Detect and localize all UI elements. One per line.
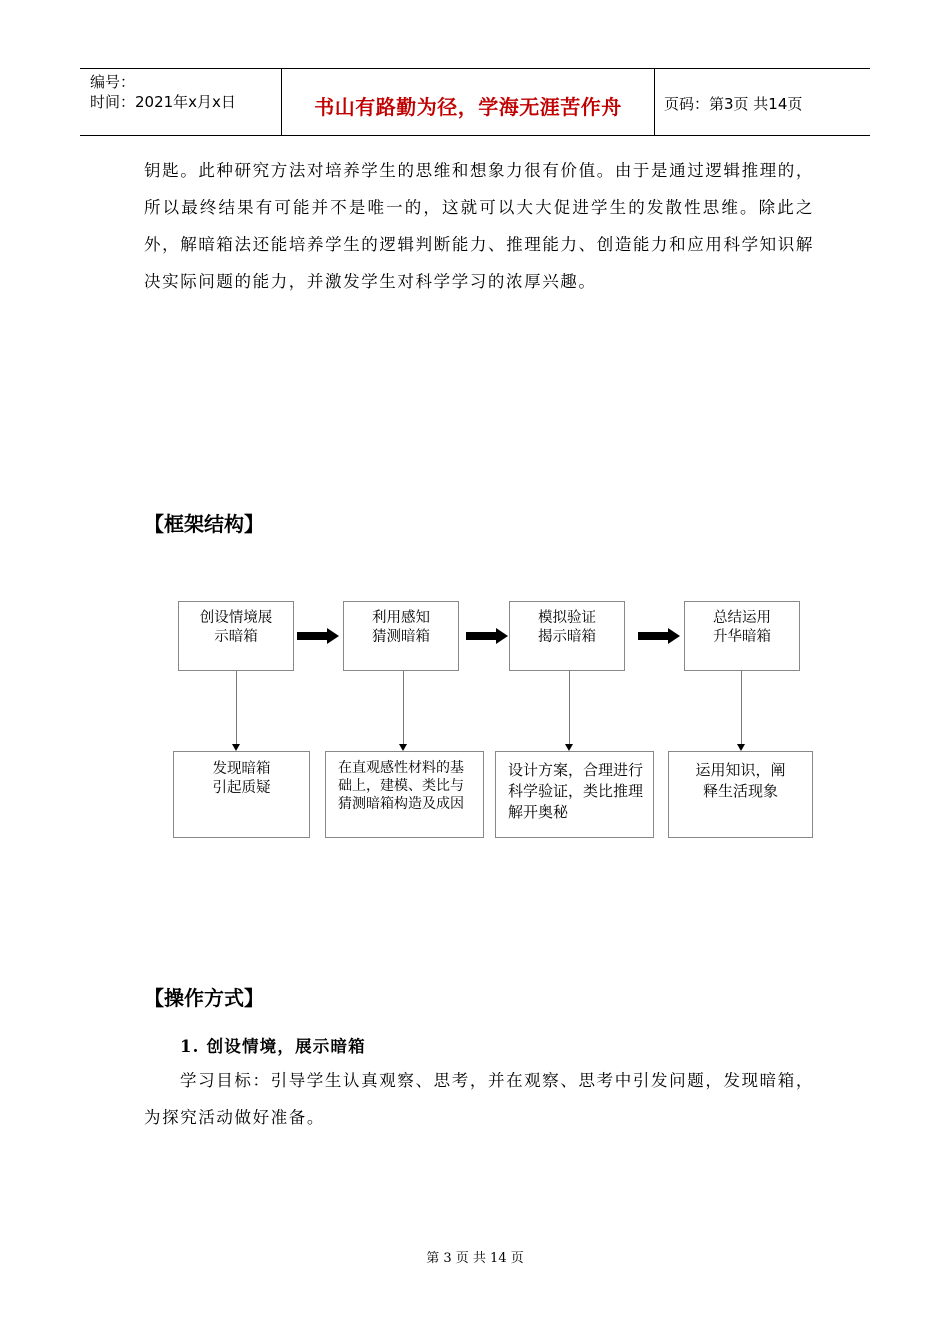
arrow-down-icon xyxy=(232,744,240,751)
detail-box-3 xyxy=(495,751,654,838)
connector-line-4 xyxy=(741,671,742,745)
intro-paragraph: 钥匙。此种研究方法对培养学生的思维和想象力很有价值。由于是通过逻辑推理的，所以最终结果有可能并不是唯一的，这就可以大大促进学生的发散性思维。除此之外，解暗箱法还能培养学生的逻辑判断能力、推理能力、创造能力和应用科学知识解决实际问题的能力，并激发学生对科学学习的浓厚兴趣。 xyxy=(144,161,814,291)
page-footer: 第 3 页 共 14 页 xyxy=(426,1251,524,1266)
step-box-4 xyxy=(684,601,800,671)
detail-text-3: 设计方案，合理进行科学验证，类比推理解开奥秘 xyxy=(508,761,644,821)
arrow-down-icon xyxy=(565,744,573,751)
detail-box-1 xyxy=(173,751,310,838)
header-top-rule xyxy=(80,68,870,69)
framework-heading: 【框架结构】 xyxy=(144,512,264,536)
header-bottom-rule xyxy=(80,135,870,136)
header-meta xyxy=(90,72,236,112)
detail-text-2: 在直观感性材料的基础上，建模、类比与猜测暗箱构造及成因 xyxy=(338,760,464,812)
operation-step1-text: 学习目标：引导学生认真观察、思考，并在观察、思考中引发问题，发现暗箱，为探究活动做好准备。 xyxy=(144,1071,814,1127)
header-number-label: 编号： xyxy=(90,73,136,91)
step-box-3 xyxy=(509,601,625,671)
step-label-1: 创设情境展示暗箱 xyxy=(199,610,273,645)
step-box-2 xyxy=(343,601,459,671)
detail-box-4 xyxy=(668,751,813,838)
arrow-right-icon xyxy=(638,628,680,644)
arrow-right-icon xyxy=(466,628,508,644)
arrow-down-icon xyxy=(737,744,745,751)
detail-text-1: 发现暗箱引起质疑 xyxy=(212,761,271,796)
step-box-1 xyxy=(178,601,294,671)
header-page-info: 页码：第3页 共14页 xyxy=(664,95,803,113)
connector-line-1 xyxy=(236,671,237,745)
header-motto: 书山有路勤为径，学海无涯苦作舟 xyxy=(314,95,622,119)
header-divider-right xyxy=(654,68,655,136)
operation-heading: 【操作方式】 xyxy=(144,986,264,1010)
step-label-3: 模拟验证揭示暗箱 xyxy=(538,610,596,645)
arrow-down-icon xyxy=(399,744,407,751)
step-label-2: 利用感知猜测暗箱 xyxy=(372,610,430,645)
connector-line-2 xyxy=(403,671,404,745)
step-label-4: 总结运用升华暗箱 xyxy=(713,610,771,645)
header-time-label: 时间：2021年x月x日 xyxy=(90,93,236,111)
detail-text-4: 运用知识，阐释生活现象 xyxy=(695,761,786,800)
connector-line-3 xyxy=(569,671,570,745)
arrow-right-icon xyxy=(297,628,339,644)
detail-box-2 xyxy=(325,751,484,838)
operation-step1-title: 1. 创设情境，展示暗箱 xyxy=(180,1037,366,1056)
